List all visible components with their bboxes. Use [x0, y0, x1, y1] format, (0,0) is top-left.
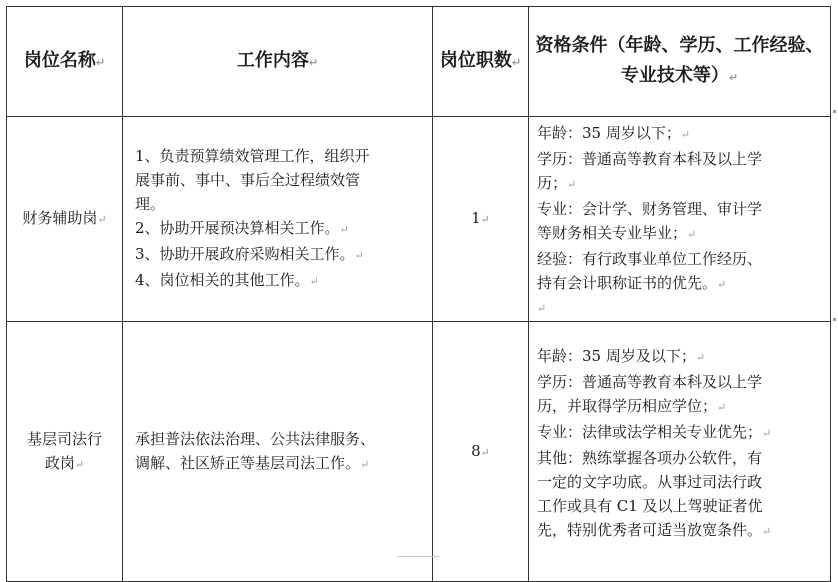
job-requirements-table [6, 6, 831, 582]
position-name-cell: 基层司法行 政岗↵ [7, 322, 123, 582]
header-duty: 工作内容↵ [123, 7, 433, 117]
header-qualification: 资格条件（年龄、学历、工作经验、 专业技术等）↵ [529, 7, 831, 117]
position-name-cell: 财务辅助岗↵ [7, 117, 123, 322]
table-header-row [7, 7, 831, 117]
table-row [7, 322, 831, 582]
table-end-marker [833, 110, 836, 113]
position-count-cell: 8↵ [433, 322, 529, 582]
duty-cell: 承担普法依法治理、公共法律服务、 调解、社区矫正等基层司法工作。↵ [123, 322, 433, 582]
table-end-marker [833, 318, 836, 321]
header-count: 岗位职数↵ [433, 7, 529, 117]
qualification-cell: 年龄：35 周岁及以下；↵ 学历：普通高等教育本科及以上学 历，并取得学历相应学位；↵ 专业：法律或法学相关专业优先；↵ 其他：熟练掌握各项办公软件，有 一定的文字功底。从事过司法行政 工作或具有 C1 及以上驾驶证者优 先，特别优秀者可适当放宽条件。↵ [529, 322, 831, 582]
duty-cell: 1、负责预算绩效管理工作，组织开 展事前、事中、事后全过程绩效管 理。 2、协助开展预决算相关工作。↵ 3、协助开展政府采购相关工作。↵ 4、岗位相关的其他工作。↵ [123, 117, 433, 322]
table-row [7, 117, 831, 322]
qualification-cell: 年龄：35 周岁以下；↵ 学历：普通高等教育本科及以上学 历；↵ 专业：会计学、财务管理、审计学 等财务相关专业毕业；↵ 经验：有行政事业单位工作经历、 持有会计职称证书的优先。↵ ↵ [529, 117, 831, 322]
header-position-name: 岗位名称↵ [7, 7, 123, 117]
page-edge-mark [398, 556, 440, 561]
position-count-cell: 1↵ [433, 117, 529, 322]
